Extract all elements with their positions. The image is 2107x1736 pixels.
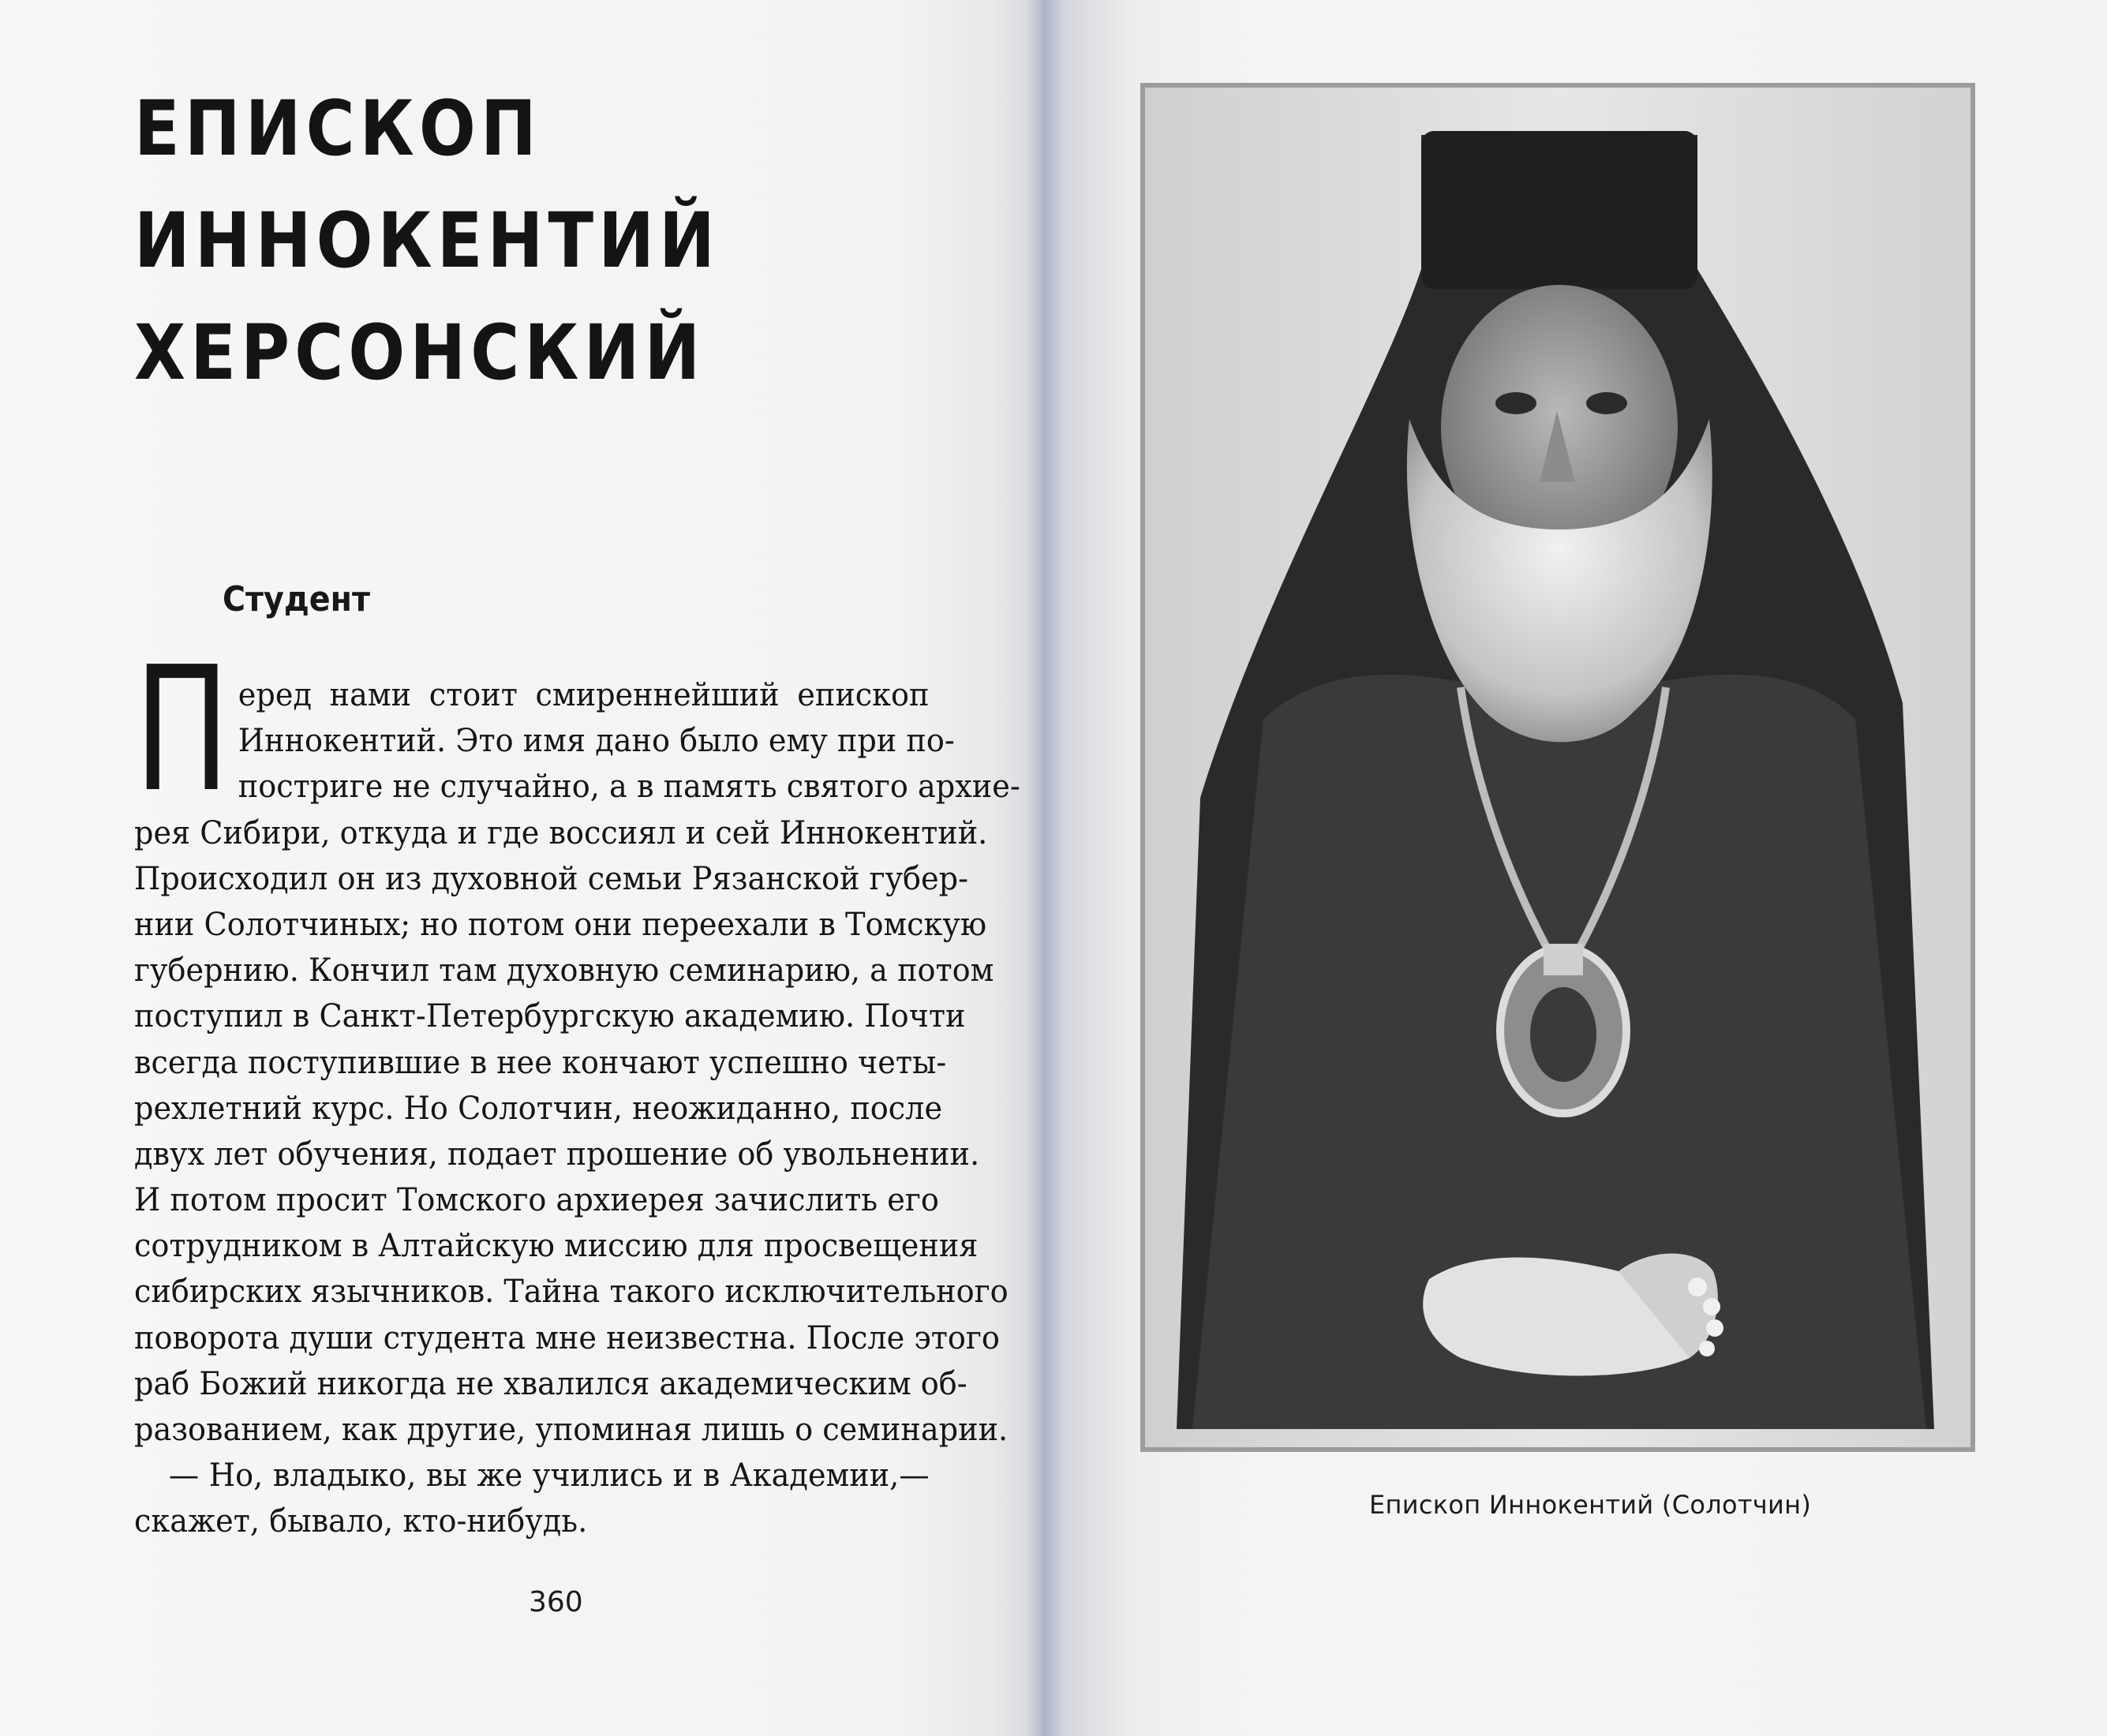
drop-cap: П [134, 630, 230, 830]
chapter-title-line-2: ХЕРСОНСКИЙ [134, 309, 705, 397]
text-line: сотрудником в Алтайскую миссию для просвещения [134, 1228, 979, 1265]
text-line: Происходил он из духовной семьи Рязанской губер- [134, 860, 969, 897]
section-heading: Студент [223, 579, 370, 619]
text-line: всегда поступившие в нее кончают успешно четы- [134, 1044, 947, 1081]
text-line: поворота души студента мне неизвестна. После этого [134, 1319, 1000, 1356]
page-number: 360 [529, 1586, 583, 1618]
text-line: губернию. Кончил там духовную семинарию, а потом [134, 952, 994, 990]
chapter-title [134, 73, 884, 409]
text-line: рехлетний курс. Но Солотчин, неожиданно, после [134, 1090, 943, 1127]
text-line: рея Сибири, откуда и где воссиял и сей Иннокентий. [134, 814, 988, 851]
chapter-title-line-1: ЕПИСКОП ИННОКЕНТИЙ [134, 84, 720, 285]
portrait-photo [1140, 83, 1975, 1452]
text-line: поступил в Санкт-Петербургскую академию. Почти [134, 998, 966, 1035]
text-line: раб Божий никогда не хвалился академическим об- [134, 1365, 967, 1402]
text-line: И потом просит Томского архиерея зачислить его [134, 1182, 939, 1219]
portrait-illustration [1145, 88, 1970, 1447]
text-line: — Но, владыко, вы же учились и в Академии,— [168, 1457, 930, 1495]
text-line: нии Солотчиных; но потом они переехали в Томскую [134, 906, 987, 943]
body-text [134, 672, 1020, 1545]
book-gutter [1026, 0, 1062, 1736]
text-line: скажет, бывало, кто-нибудь. [134, 1503, 588, 1540]
text-line: еред нами стоит смиреннейший епископ [238, 677, 930, 713]
text-line: разованием, как другие, упоминая лишь о семинарии. [134, 1412, 1009, 1448]
text-line: сибирских язычников. Тайна такого исключительного [134, 1274, 1009, 1311]
text-line: постриге не случайно, а в память святого архие- [238, 769, 1020, 806]
text-line: Иннокентий. Это имя дано было ему при по- [238, 723, 955, 760]
photo-caption: Епископ Иннокентий (Солотчин) [1369, 1490, 1812, 1520]
text-line: двух лет обучения, подает прошение об увольнении. [134, 1136, 980, 1173]
